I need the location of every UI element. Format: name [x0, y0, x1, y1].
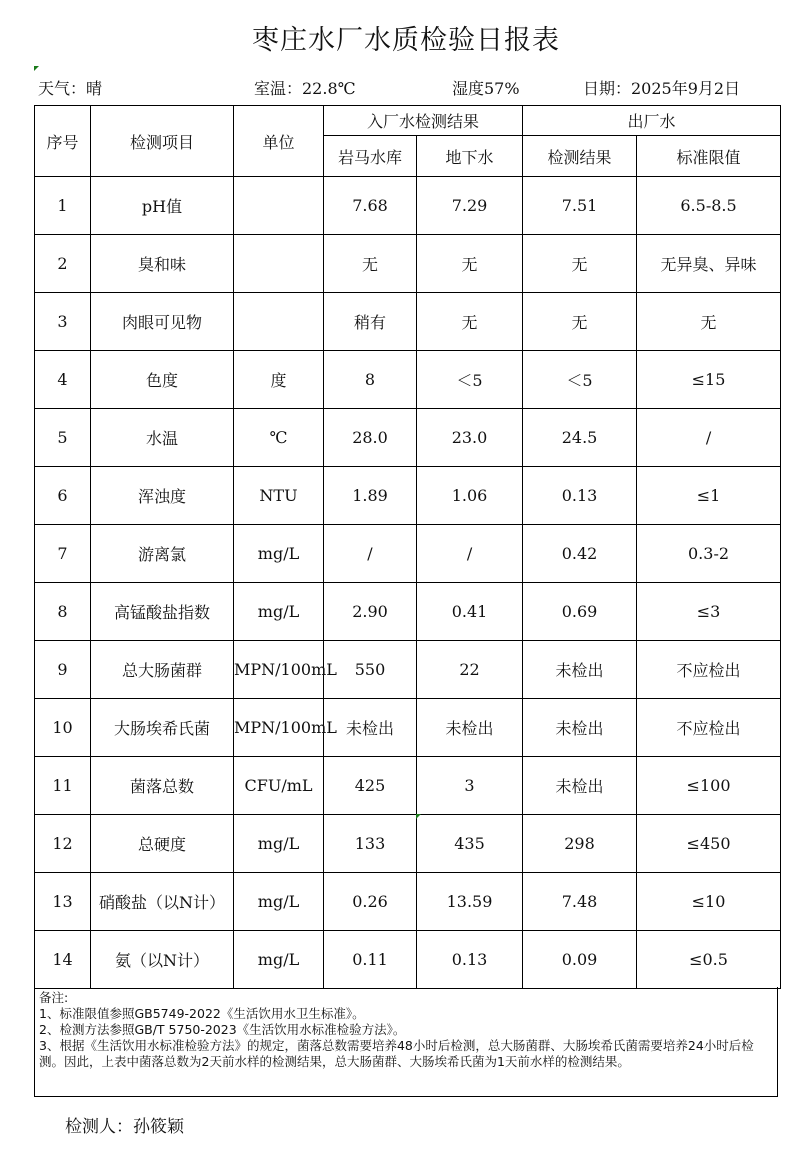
cell-result: 7.48	[523, 873, 637, 931]
cell-comment-marker	[34, 66, 39, 71]
cell-result: 0.13	[523, 467, 637, 525]
table-row	[35, 641, 781, 699]
header-unit: 单位	[234, 106, 324, 177]
cell-item: 总硬度	[91, 815, 234, 873]
weather-info: 天气：晴	[38, 79, 103, 98]
cell-item: 色度	[91, 351, 234, 409]
header-item: 检测项目	[91, 106, 234, 177]
cell-result: 未检出	[523, 699, 637, 757]
cell-limit: ≤3	[637, 583, 781, 641]
cell-reservoir: 0.26	[324, 873, 417, 931]
cell-result: 无	[523, 235, 637, 293]
cell-groundwater: 未检出	[417, 699, 523, 757]
cell-reservoir: 0.11	[324, 931, 417, 989]
cell-result: 7.51	[523, 177, 637, 235]
cell-seq: 14	[35, 931, 91, 989]
cell-unit	[234, 293, 324, 351]
cell-reservoir: 稍有	[324, 293, 417, 351]
table-row	[35, 235, 781, 293]
cell-groundwater: /	[417, 525, 523, 583]
cell-unit	[234, 177, 324, 235]
header-inlet-group: 入厂水检测结果	[324, 106, 523, 136]
table-row	[35, 177, 781, 235]
cell-reservoir: 550	[324, 641, 417, 699]
cell-item: 氨（以N计）	[91, 931, 234, 989]
cell-unit: mg/L	[234, 931, 324, 989]
cell-reservoir: 425	[324, 757, 417, 815]
cell-unit	[234, 235, 324, 293]
notes-box	[34, 987, 778, 1097]
note-line-2: 2、检测方法参照GB/T 5750-2023《生活饮用水标准检验方法》。	[39, 1022, 406, 1037]
cell-reservoir: 2.90	[324, 583, 417, 641]
cell-limit: ≤15	[637, 351, 781, 409]
cell-groundwater: 7.29	[417, 177, 523, 235]
cell-limit: 0.3-2	[637, 525, 781, 583]
note-line-1: 1、标准限值参照GB5749-2022《生活饮用水卫生标准》。	[39, 1006, 365, 1021]
cell-groundwater: 23.0	[417, 409, 523, 467]
table-row	[35, 525, 781, 583]
note-line-3: 3、根据《生活饮用水标准检验方法》的规定，菌落总数需要培养48小时后检测，总大肠菌群、大肠埃希氏菌需要培养24小时后检测。因此，上表中菌落总数为2天前水样的检测结果，总大肠菌群、大肠埃希氏菌为1天前水样的检测结果。	[39, 1038, 754, 1069]
cell-groundwater: 22	[417, 641, 523, 699]
table-row	[35, 699, 781, 757]
cell-unit: MPN/100mL	[234, 699, 324, 757]
cell-unit: MPN/100mL	[234, 641, 324, 699]
table-row	[35, 409, 781, 467]
cell-unit: mg/L	[234, 815, 324, 873]
cell-result: 未检出	[523, 757, 637, 815]
cell-item: 水温	[91, 409, 234, 467]
room-temp-info: 室温：22.8℃	[254, 79, 356, 98]
cell-seq: 3	[35, 293, 91, 351]
cell-result: 无	[523, 293, 637, 351]
cell-reservoir: 无	[324, 235, 417, 293]
header-outlet-group: 出厂水	[523, 106, 781, 136]
cell-seq: 10	[35, 699, 91, 757]
cell-seq: 7	[35, 525, 91, 583]
cell-reservoir: 8	[324, 351, 417, 409]
cell-seq: 1	[35, 177, 91, 235]
cell-seq: 8	[35, 583, 91, 641]
cell-item: 臭和味	[91, 235, 234, 293]
table-row	[35, 293, 781, 351]
humidity-info: 湿度57%	[452, 79, 520, 98]
cell-item: 菌落总数	[91, 757, 234, 815]
cell-item: pH值	[91, 177, 234, 235]
cell-groundwater: 1.06	[417, 467, 523, 525]
page-title: 枣庄水厂水质检验日报表	[252, 25, 560, 56]
cell-result: 0.42	[523, 525, 637, 583]
cell-unit: CFU/mL	[234, 757, 324, 815]
cell-groundwater: 435	[417, 815, 523, 873]
cell-result: 0.09	[523, 931, 637, 989]
cell-seq: 6	[35, 467, 91, 525]
cell-seq: 12	[35, 815, 91, 873]
table-row	[35, 873, 781, 931]
cell-unit: mg/L	[234, 873, 324, 931]
cell-limit: 无异臭、异味	[637, 235, 781, 293]
table-row	[35, 583, 781, 641]
cell-seq: 5	[35, 409, 91, 467]
cell-unit: mg/L	[234, 525, 324, 583]
cell-limit: ≤1	[637, 467, 781, 525]
header-reservoir: 岩马水库	[324, 136, 417, 177]
cell-seq: 4	[35, 351, 91, 409]
cell-item: 总大肠菌群	[91, 641, 234, 699]
cell-seq: 9	[35, 641, 91, 699]
cell-limit: /	[637, 409, 781, 467]
cell-reservoir: /	[324, 525, 417, 583]
cell-limit: ≤450	[637, 815, 781, 873]
cell-limit: 6.5-8.5	[637, 177, 781, 235]
cell-groundwater: 0.13	[417, 931, 523, 989]
table-row	[35, 931, 781, 989]
cell-comment-marker	[416, 814, 421, 819]
cell-groundwater: 0.41	[417, 583, 523, 641]
table-row	[35, 815, 781, 873]
cell-result: 298	[523, 815, 637, 873]
table-row	[35, 757, 781, 815]
inspector-signature: 检测人：孙筱颖	[65, 1117, 184, 1137]
cell-reservoir: 133	[324, 815, 417, 873]
cell-result: ＜5	[523, 351, 637, 409]
cell-reservoir: 28.0	[324, 409, 417, 467]
table-row	[35, 467, 781, 525]
cell-limit: ≤100	[637, 757, 781, 815]
cell-groundwater: 无	[417, 293, 523, 351]
cell-seq: 11	[35, 757, 91, 815]
cell-item: 浑浊度	[91, 467, 234, 525]
cell-result: 未检出	[523, 641, 637, 699]
cell-unit: ℃	[234, 409, 324, 467]
cell-item: 高锰酸盐指数	[91, 583, 234, 641]
header-seq: 序号	[35, 106, 91, 177]
cell-unit: NTU	[234, 467, 324, 525]
cell-item: 硝酸盐（以N计）	[91, 873, 234, 931]
cell-result: 24.5	[523, 409, 637, 467]
cell-reservoir: 7.68	[324, 177, 417, 235]
cell-result: 0.69	[523, 583, 637, 641]
cell-limit: 不应检出	[637, 699, 781, 757]
water-quality-table	[34, 105, 781, 989]
header-groundwater: 地下水	[417, 136, 523, 177]
cell-groundwater: 13.59	[417, 873, 523, 931]
cell-limit: ≤10	[637, 873, 781, 931]
cell-limit: 不应检出	[637, 641, 781, 699]
cell-groundwater: 3	[417, 757, 523, 815]
cell-reservoir: 未检出	[324, 699, 417, 757]
cell-limit: ≤0.5	[637, 931, 781, 989]
cell-groundwater: ＜5	[417, 351, 523, 409]
cell-item: 游离氯	[91, 525, 234, 583]
header-row-1	[35, 106, 781, 136]
date-info: 日期：2025年9月2日	[583, 79, 741, 98]
cell-seq: 2	[35, 235, 91, 293]
cell-reservoir: 1.89	[324, 467, 417, 525]
cell-item: 肉眼可见物	[91, 293, 234, 351]
header-limit: 标准限值	[637, 136, 781, 177]
header-result: 检测结果	[523, 136, 637, 177]
cell-seq: 13	[35, 873, 91, 931]
cell-limit: 无	[637, 293, 781, 351]
table-row	[35, 351, 781, 409]
cell-unit: mg/L	[234, 583, 324, 641]
cell-item: 大肠埃希氏菌	[91, 699, 234, 757]
cell-unit: 度	[234, 351, 324, 409]
cell-groundwater: 无	[417, 235, 523, 293]
notes-heading: 备注:	[39, 990, 69, 1005]
